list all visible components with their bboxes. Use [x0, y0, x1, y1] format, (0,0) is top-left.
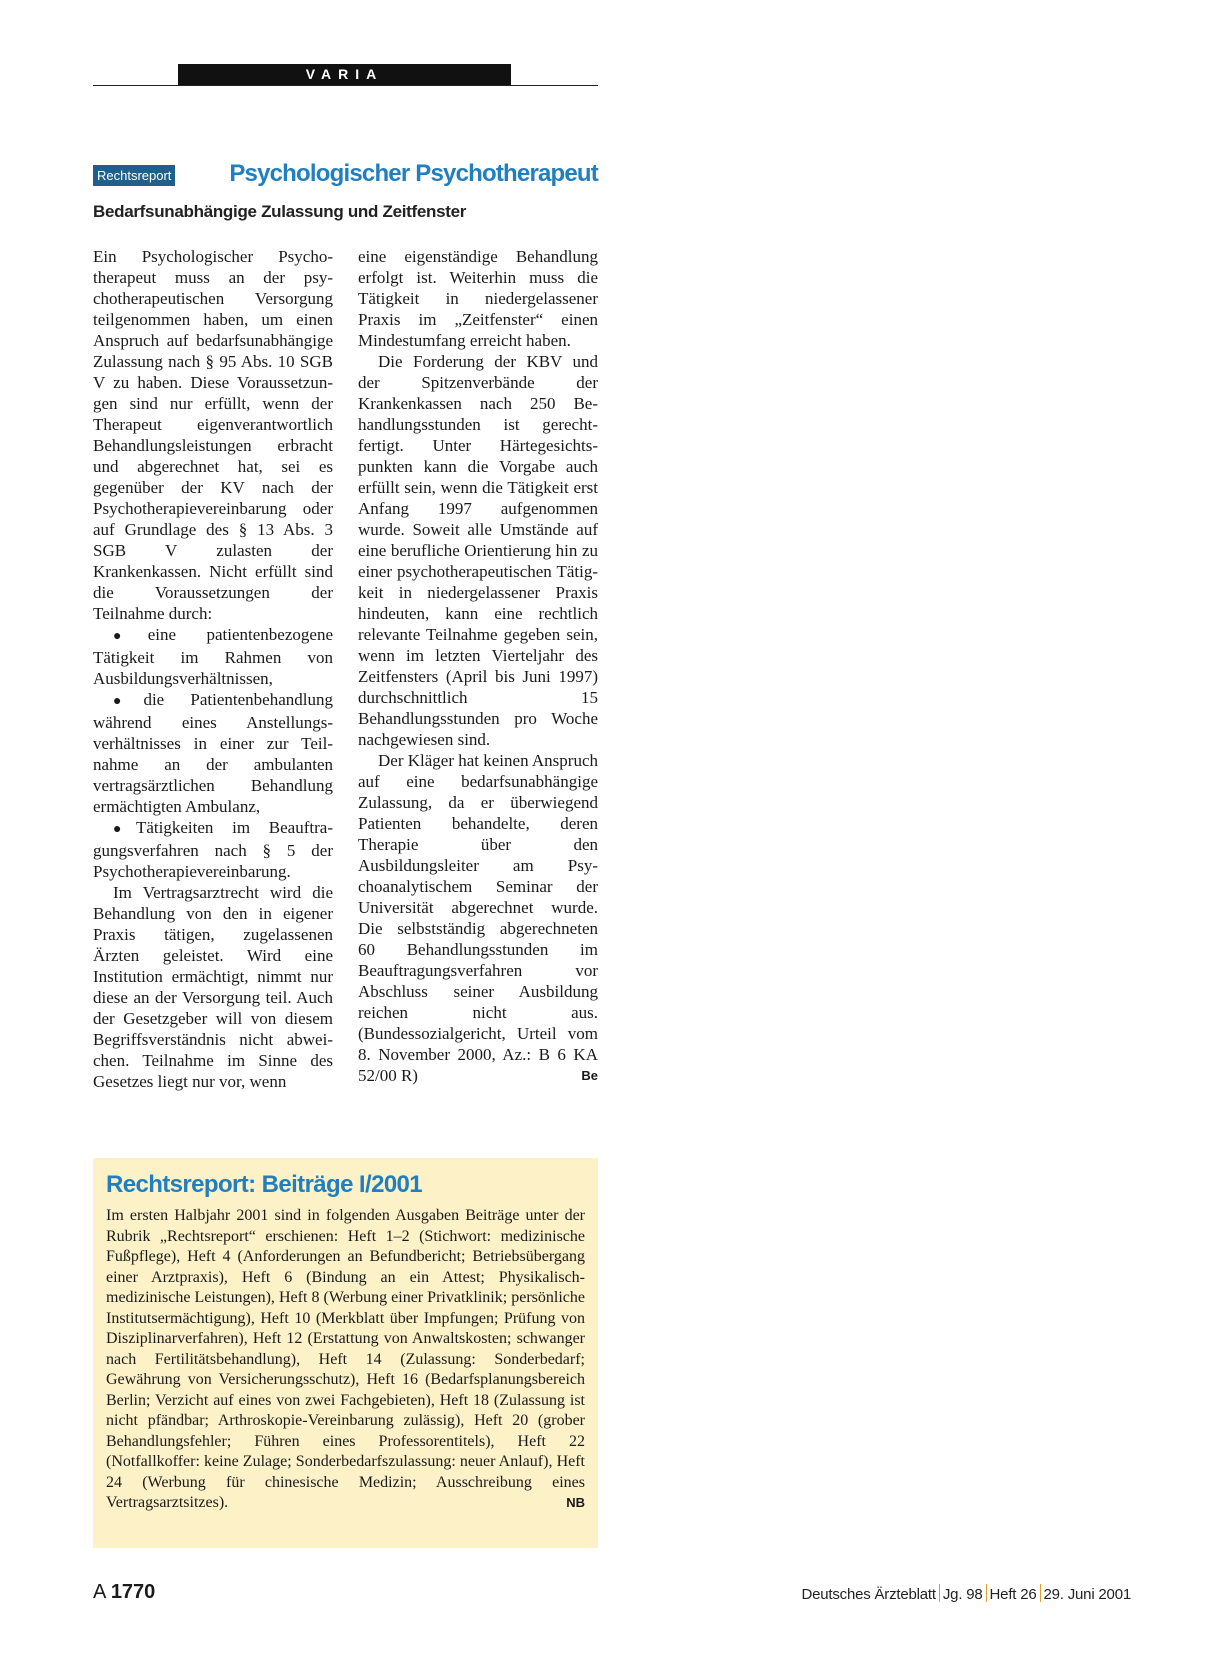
paragraph: Ein Psychologischer Psychotherapeut muss an der psychotherapeutischen Versorgung teilgenommen haben, um einen Anspruch auf bedarfsunabhängige Zulassung nach § 95 Abs. 10 SGB V zu haben. Diese Voraussetzungen sind nur erfüllt, wenn der Therapeut eigenverantwortlich Behandlungsleistungen erbracht und abgerechnet hat, sei es gegenüber der KV nach der Psychotherapievereinbarung oder auf Grundlage des § 13 Abs. 3 SGB V zulasten der Krankenkassen. Nicht erfüllt sind die Voraussetzungen der Teilnahme durch: — [93, 247, 333, 623]
infobox-title: Rechtsreport: Beiträge I/2001 — [106, 1171, 423, 1198]
author-signature: Be — [581, 1068, 598, 1083]
paragraph: Die Forderung der KBV und der Spitzenverbände der Krankenkassen nach 250 Behandlungsstunden ist gerechtfertigt. Unter Härtegesichtspunkten kann die Vorgabe auch erfüllt sein, wenn die Tätigkeit erst Anfang 1997 aufgenommen wurde. Soweit alle Umstände auf eine berufliche Orientierung hin zu einer psychotherapeutischen Tätigkeit in niedergelassener Praxis hindeuten, kann eine rechtlich relevante Teilnahme gegeben sein, wenn im letzten Vierteljahr des Zeitfensters (April bis Juni 1997) durchschnittlich 15 Behandlungsstunden pro Woche nachgewiesen sind. — [358, 352, 598, 749]
article-column-right — [358, 246, 598, 1086]
list-item-text: eine patientenbezogene Tätigkeit im Rahmen von Ausbildungsverhältnissen, — [93, 625, 333, 688]
footer-separator — [986, 1584, 987, 1602]
infobox-text: Im ersten Halbjahr 2001 sind in folgenden Ausgaben Beiträge unter der Rubrik „Rechtsreport“ erschienen: Heft 1–2 (Stichwort: medizinische Fußpflege), Heft 4 (Anforderungen an Befundbericht; Betriebsübergang einer Arztpraxis), Heft 6 (Bindung an ein Attest; Physikalisch-medizinische Leistungen), Heft 8 (Werbung einer Privatklinik; persönliche Institutsermächtigung), Heft 10 (Merkblatt über Impfungen; Prüfung von Disziplinarverfahren), Heft 12 (Erstattung von Anwaltskosten; schwanger nach Fertilitätsbehandlung), Heft 14 (Zulassung: Sonderbedarf; Gewährung von Versicherungsschutz), Heft 16 (Bedarfsplanungsbereich Berlin; Verzicht auf eines von zwei Fachgebieten), Heft 18 (Zulassung ist nicht pfändbar; Arthroskopie-Vereinbarung zulässig), Heft 20 (grober Behandlungsfehler; Führen eines Professorentitels), Heft 22 (Notfallkoffer: keine Zulage; Sonderbedarfszulassung: neuer Anlauf), Heft 24 (Werbung für chinesische Medizin; Ausschreibung eines Vertragsarztsitzes). — [106, 1207, 585, 1511]
section-label: VARIA — [178, 64, 511, 85]
paragraph: eine eigenständige Behandlung erfolgt ist. Weiterhin muss die Tätigkeit in niedergelassener Praxis im „Zeitfenster“ einen Mindestumfang erreicht haben. — [358, 247, 598, 350]
article-subheadline: Bedarfsunabhängige Zulassung und Zeitfenster — [93, 202, 467, 221]
bullet-icon: ● — [113, 822, 136, 837]
journal-volume: Jg. 98 — [942, 1586, 983, 1603]
infobox — [93, 1158, 598, 1548]
journal-date: 29. Juni 2001 — [1043, 1586, 1131, 1603]
list-item — [93, 817, 333, 882]
journal-issue: Heft 26 — [989, 1586, 1037, 1603]
bullet-icon: ● — [113, 694, 144, 709]
page-prefix: A — [93, 1581, 106, 1603]
article-headline: Psychologischer Psychotherapeut — [229, 160, 598, 187]
infobox-signature: NB — [566, 1495, 585, 1510]
paragraph — [358, 750, 598, 1086]
page-number-value: 1770 — [110, 1581, 156, 1603]
journal-name: Deutsches Ärzteblatt — [801, 1586, 936, 1603]
bullet-icon: ● — [113, 629, 148, 644]
page-number — [93, 1580, 155, 1604]
list-item-text: Tätigkeiten im Beauftragungsverfahren nach § 5 der Psychotherapievereinbarung. — [93, 818, 333, 881]
list-item-text: die Patientenbehandlung während eines Anstellungsverhältnisses in einer zur Teilnahme an der ambulanten vertragsärztlichen Behandlung ermächtigten Ambulanz, — [93, 690, 333, 816]
footer-separator — [1040, 1584, 1041, 1602]
infobox-body — [106, 1206, 585, 1514]
paragraph: Im Vertragsarztrecht wird die Behandlung von den in eigener Praxis tätigen, zugelassenen Ärzten geleistet. Wird eine Institution ermächtigt, nimmt nur diese an der Versorgung teil. Auch der Gesetzgeber will von diesem Begriffsverständnis nicht abweichen. Teilnahme im Sinne des Gesetzes liegt nur vor, wenn — [93, 883, 333, 1091]
header-rule — [93, 85, 598, 86]
article-column-left — [93, 246, 333, 1092]
footer-separator — [939, 1584, 940, 1602]
article-kicker: Rechtsreport — [93, 165, 175, 186]
list-item — [93, 624, 333, 689]
list-item — [93, 689, 333, 817]
paragraph-text: Der Kläger hat keinen Anspruch auf eine bedarfsunabhängige Zulassung, da er überwiegend Patienten behandelte, deren Therapie über den Ausbildungsleiter am Psychoanalytischem Seminar der Universität abgerechnet wurde. Die selbstständig abgerechneten 60 Behandlungsstunden im Beauftragungsverfahren vor Abschluss seiner Ausbildung reichen nicht aus. (Bundessozialgericht, Urteil vom 8. November 2000, Az.: B 6 KA 52/00 R) — [358, 751, 598, 1085]
journal-info — [801, 1584, 1131, 1605]
